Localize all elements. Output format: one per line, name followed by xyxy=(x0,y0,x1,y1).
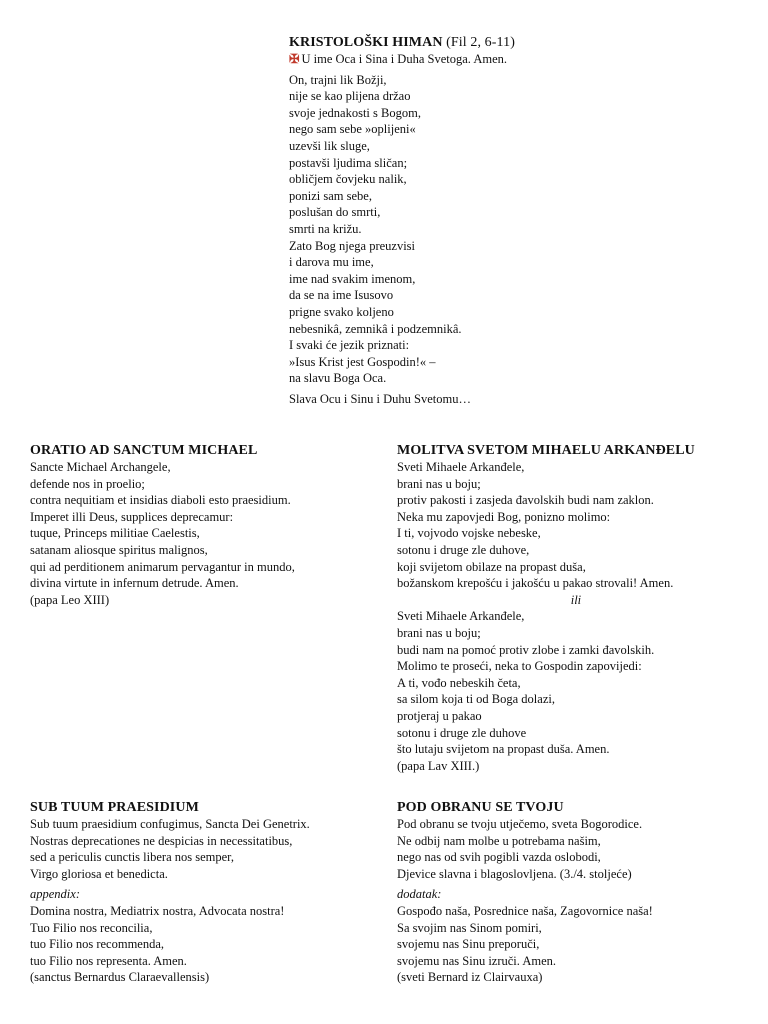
text-line: Virgo gloriosa et benedicta. xyxy=(30,866,168,881)
text-line: (papa Lav XIII.) xyxy=(397,758,480,773)
text-line: Molimo te proseći, neka to Gospodin zapovijedi: xyxy=(397,659,642,674)
text-line: (papa Leo XIII) xyxy=(30,592,110,607)
oratio-title: ORATIO AD SANCTUM MICHAEL xyxy=(30,443,258,458)
text-line: On, trajni lik Božji, xyxy=(289,72,387,87)
text-line: Sub tuum praesidium confugimus, Sancta Dei Genetrix. xyxy=(30,817,310,831)
text-line: sotonu i druge zle duhove xyxy=(397,725,527,740)
text-line: sotonu i druge zle duhove, xyxy=(397,542,530,557)
text-line: svoje jednakosti s Bogom, xyxy=(289,105,421,120)
text-line: protjeraj u pakao xyxy=(397,708,482,723)
text-line: poslušan do smrti, xyxy=(289,205,381,220)
text-line: satanam aliosque spiritus malignos, xyxy=(30,542,208,557)
molitva-lines-a xyxy=(397,459,695,592)
text-line: svojemu nas Sinu preporuči, xyxy=(397,937,540,952)
text-line: Sa svojim nas Sinom pomiri, xyxy=(397,920,542,935)
text-line: božanskom krepošću i jakošću u pakao strovali! Amen. xyxy=(397,576,674,591)
text-line: (sanctus Bernardus Claraevallensis) xyxy=(30,970,210,985)
text-line: I svaki će jezik priznati: xyxy=(289,338,410,353)
oratio-section xyxy=(30,442,295,608)
text-line: A ti, vođo nebeskih četa, xyxy=(397,675,521,690)
text-line: Imperet illi Deus, supplices deprecamur: xyxy=(30,509,234,524)
oratio-lines xyxy=(30,459,295,608)
text-line: Ne odbij nam molbe u potrebama našim, xyxy=(397,833,601,848)
pod-obranu-appendix-label: dodatak: xyxy=(397,887,442,902)
hymn-doxology: Slava Ocu i Sinu i Duhu Svetomu… xyxy=(289,391,471,406)
text-line: smrti na križu. xyxy=(289,221,362,236)
text-line: da se na ime Isusovo xyxy=(289,288,394,303)
text-line: nego sam sebe »oplijeni« xyxy=(289,122,416,137)
molitva-ili: ili xyxy=(570,592,582,607)
text-line: Zato Bog njega preuzvisi xyxy=(289,238,416,253)
text-line: Sancte Michael Archangele, xyxy=(30,460,171,474)
text-line: sed a periculis cunctis libera nos semper, xyxy=(30,850,234,865)
pod-obranu-title: POD OBRANU SE TVOJU xyxy=(397,800,564,815)
hymn-section xyxy=(289,34,515,407)
molitva-title: MOLITVA SVETOM MIHAELU ARKANĐELU xyxy=(397,443,695,458)
text-line: Sveti Mihaele Arkanđele, xyxy=(397,460,525,474)
hymn-title xyxy=(289,34,515,51)
sub-tuum-appendix-label: appendix: xyxy=(30,887,80,902)
text-line: tuo Filio nos recommenda, xyxy=(30,937,165,952)
molitva-section xyxy=(397,442,695,774)
text-line: Sveti Mihaele Arkanđele, xyxy=(397,609,525,624)
text-line: Neka mu zapovjedi Bog, ponizno molimo: xyxy=(397,509,611,524)
text-line: Djevice slavna i blagoslovljena. (3./4. stoljeće) xyxy=(397,866,632,881)
text-line: uzevši lik sluge, xyxy=(289,138,370,153)
hymn-invocation xyxy=(289,51,515,68)
text-line: postavši ljudima sličan; xyxy=(289,155,408,170)
text-line: Pod obranu se tvoju utječemo, sveta Bogorodice. xyxy=(397,817,643,831)
text-line: na slavu Boga Oca. xyxy=(289,371,387,386)
sub-tuum-lines xyxy=(30,816,310,882)
pod-obranu-appendix-lines xyxy=(397,903,653,986)
text-line: brani nas u boju; xyxy=(397,476,481,491)
text-line: »Isus Krist jest Gospodin!« – xyxy=(289,354,436,369)
sub-tuum-appendix-lines xyxy=(30,903,310,986)
text-line: obličjem čovjeku nalik, xyxy=(289,172,407,187)
text-line: ime nad svakim imenom, xyxy=(289,271,416,286)
text-line: divina virtute in infernum detrude. Amen. xyxy=(30,576,239,591)
hymn-invocation-text: U ime Oca i Sina i Duha Svetoga. Amen. xyxy=(301,52,508,66)
hymn-reference: (Fil 2, 6-11) xyxy=(446,35,515,50)
sub-tuum-title: SUB TUUM PRAESIDIUM xyxy=(30,800,199,815)
cross-icon: ✠ xyxy=(289,52,300,66)
hymn-title-text: KRISTOLOŠKI HIMAN xyxy=(289,35,443,50)
text-line: Tuo Filio nos reconcilia, xyxy=(30,920,153,935)
text-line: tuque, Princeps militiae Caelestis, xyxy=(30,526,200,541)
text-line: protiv pakosti i zasjeda đavolskih budi nam zaklon. xyxy=(397,493,654,508)
text-line: što lutaju svijetom na propast duša. Amen. xyxy=(397,742,610,757)
molitva-lines-b xyxy=(397,608,695,774)
text-line: (sveti Bernard iz Clairvauxa) xyxy=(397,970,543,985)
text-line: nego nas od svih pogibli vazda oslobodi, xyxy=(397,850,601,865)
text-line: i darova mu ime, xyxy=(289,255,374,270)
text-line: koji svijetom obilaze na propast duša, xyxy=(397,559,586,574)
text-line: brani nas u boju; xyxy=(397,625,481,640)
text-line: I ti, vojvodo vojske nebeske, xyxy=(397,526,541,541)
text-line: nebesnikâ, zemnikâ i podzemnikâ. xyxy=(289,321,462,336)
text-line: contra nequitiam et insidias diaboli esto praesidium. xyxy=(30,493,291,508)
text-line: Domina nostra, Mediatrix nostra, Advocata nostra! xyxy=(30,903,285,918)
text-line: Nostras deprecationes ne despicias in necessitatibus, xyxy=(30,833,293,848)
hymn-lines xyxy=(289,72,515,387)
text-line: nije se kao plijena držao xyxy=(289,89,411,104)
text-line: qui ad perditionem animarum pervagantur in mundo, xyxy=(30,559,295,574)
text-line: svojemu nas Sinu izruči. Amen. xyxy=(397,953,557,968)
sub-tuum-section xyxy=(30,799,310,986)
text-line: tuo Filio nos representa. Amen. xyxy=(30,953,187,968)
text-line: budi nam na pomoć protiv zlobe i zamki đavolskih. xyxy=(397,642,655,657)
pod-obranu-section xyxy=(397,799,653,986)
pod-obranu-lines xyxy=(397,816,653,882)
text-line: defende nos in proelio; xyxy=(30,476,145,491)
text-line: ponizi sam sebe, xyxy=(289,188,372,203)
text-line: Gospođo naša, Posrednice naša, Zagovornice naša! xyxy=(397,903,653,918)
text-line: prigne svako koljeno xyxy=(289,304,394,319)
text-line: sa silom koja ti od Boga dolazi, xyxy=(397,692,555,707)
